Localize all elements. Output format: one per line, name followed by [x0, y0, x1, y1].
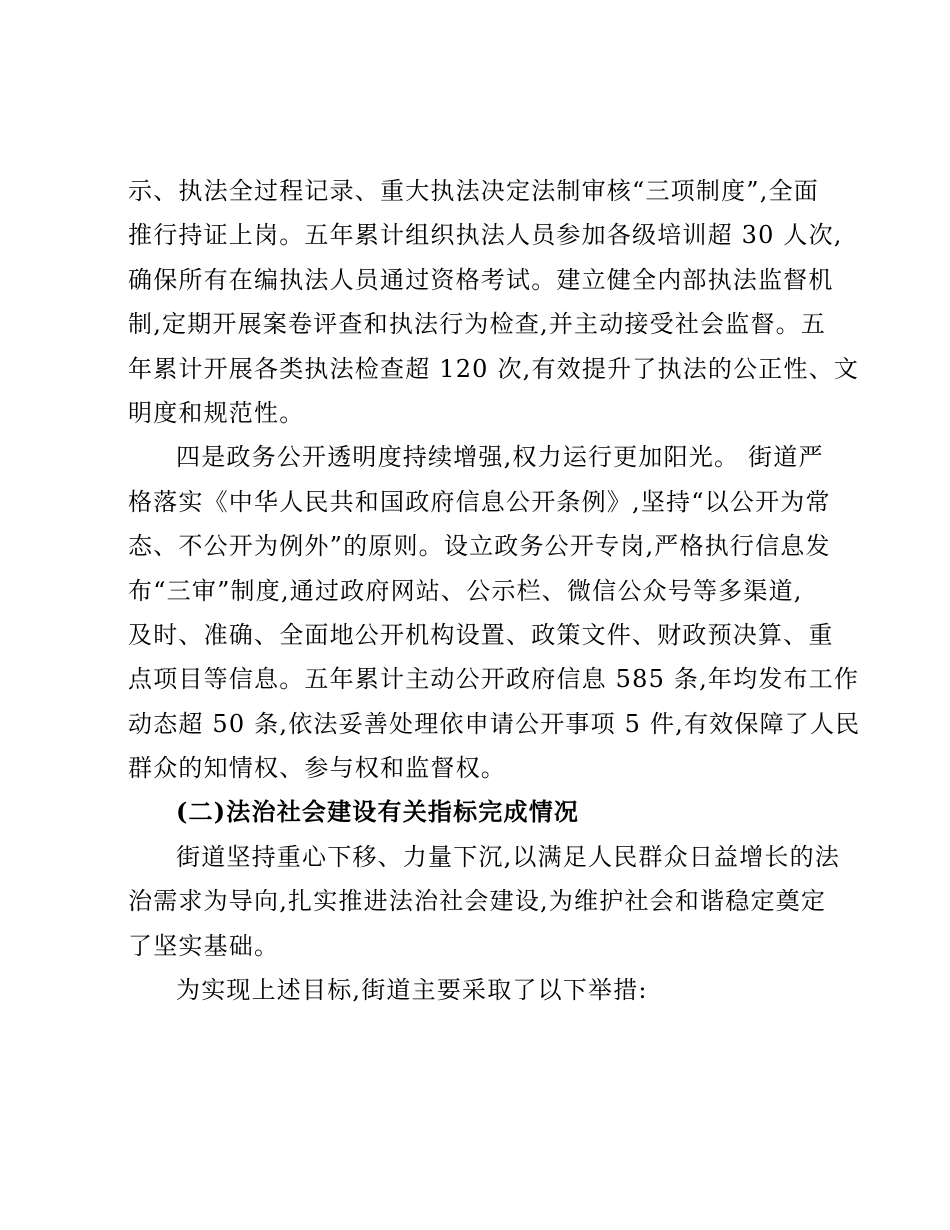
text-line: 制,定期开展案卷评查和执法行为检查,并主动接受社会监督。五	[128, 310, 827, 339]
text-line: 示、执法全过程记录、重大执法决定法制审核“三项制度”,全面	[128, 177, 819, 205]
body-text	[128, 169, 861, 1012]
text-line: 态、不公开为例外”的原则。设立政务公开专岗,严格执行信息发	[128, 532, 831, 561]
text-line: 及时、准确、全面地公开机构设置、政策文件、财政预决算、重	[128, 620, 834, 649]
paragraph-start-line: 为实现上述目标,街道主要采取了以下举措:	[176, 976, 648, 1005]
text-line: 布“三审”制度,通过政府网站、公示栏、微信公众号等多渠道,	[128, 576, 803, 605]
text-line: 群众的知情权、参与权和监督权。	[128, 754, 506, 783]
paragraph-start-line: 四是政务公开透明度持续增强,权力运行更加阳光。 街道严	[176, 443, 824, 472]
text-line: 点项目等信息。五年累计主动公开政府信息 585 条,年均发布工作	[128, 665, 860, 694]
text-line: 确保所有在编执法人员通过资格考试。建立健全内部执法监督机	[128, 265, 834, 294]
paragraph-start-line: 街道坚持重心下移、力量下沉,以满足人民群众日益增长的法	[176, 842, 841, 871]
text-line: 了坚实基础。	[128, 931, 280, 960]
text-line: 动态超 50 条,依法妥善处理依申请公开事项 5 件,有效保障了人民	[128, 709, 861, 738]
text-line: 格落实《中华人民共和国政府信息公开条例》,坚持“以公开为常	[128, 487, 831, 516]
text-line: 推行持证上岗。五年累计组织执法人员参加各级培训超 30 人次,	[128, 221, 843, 250]
text-line: 治需求为导向,扎实推进法治社会建设,为维护社会和谐稳定奠定	[128, 887, 827, 916]
section-heading: (二)法治社会建设有关指标完成情况	[176, 797, 580, 827]
text-line: 年累计开展各类执法检查超 120 次,有效提升了执法的公正性、文	[128, 354, 860, 383]
text-line: 明度和规范性。	[128, 398, 305, 427]
